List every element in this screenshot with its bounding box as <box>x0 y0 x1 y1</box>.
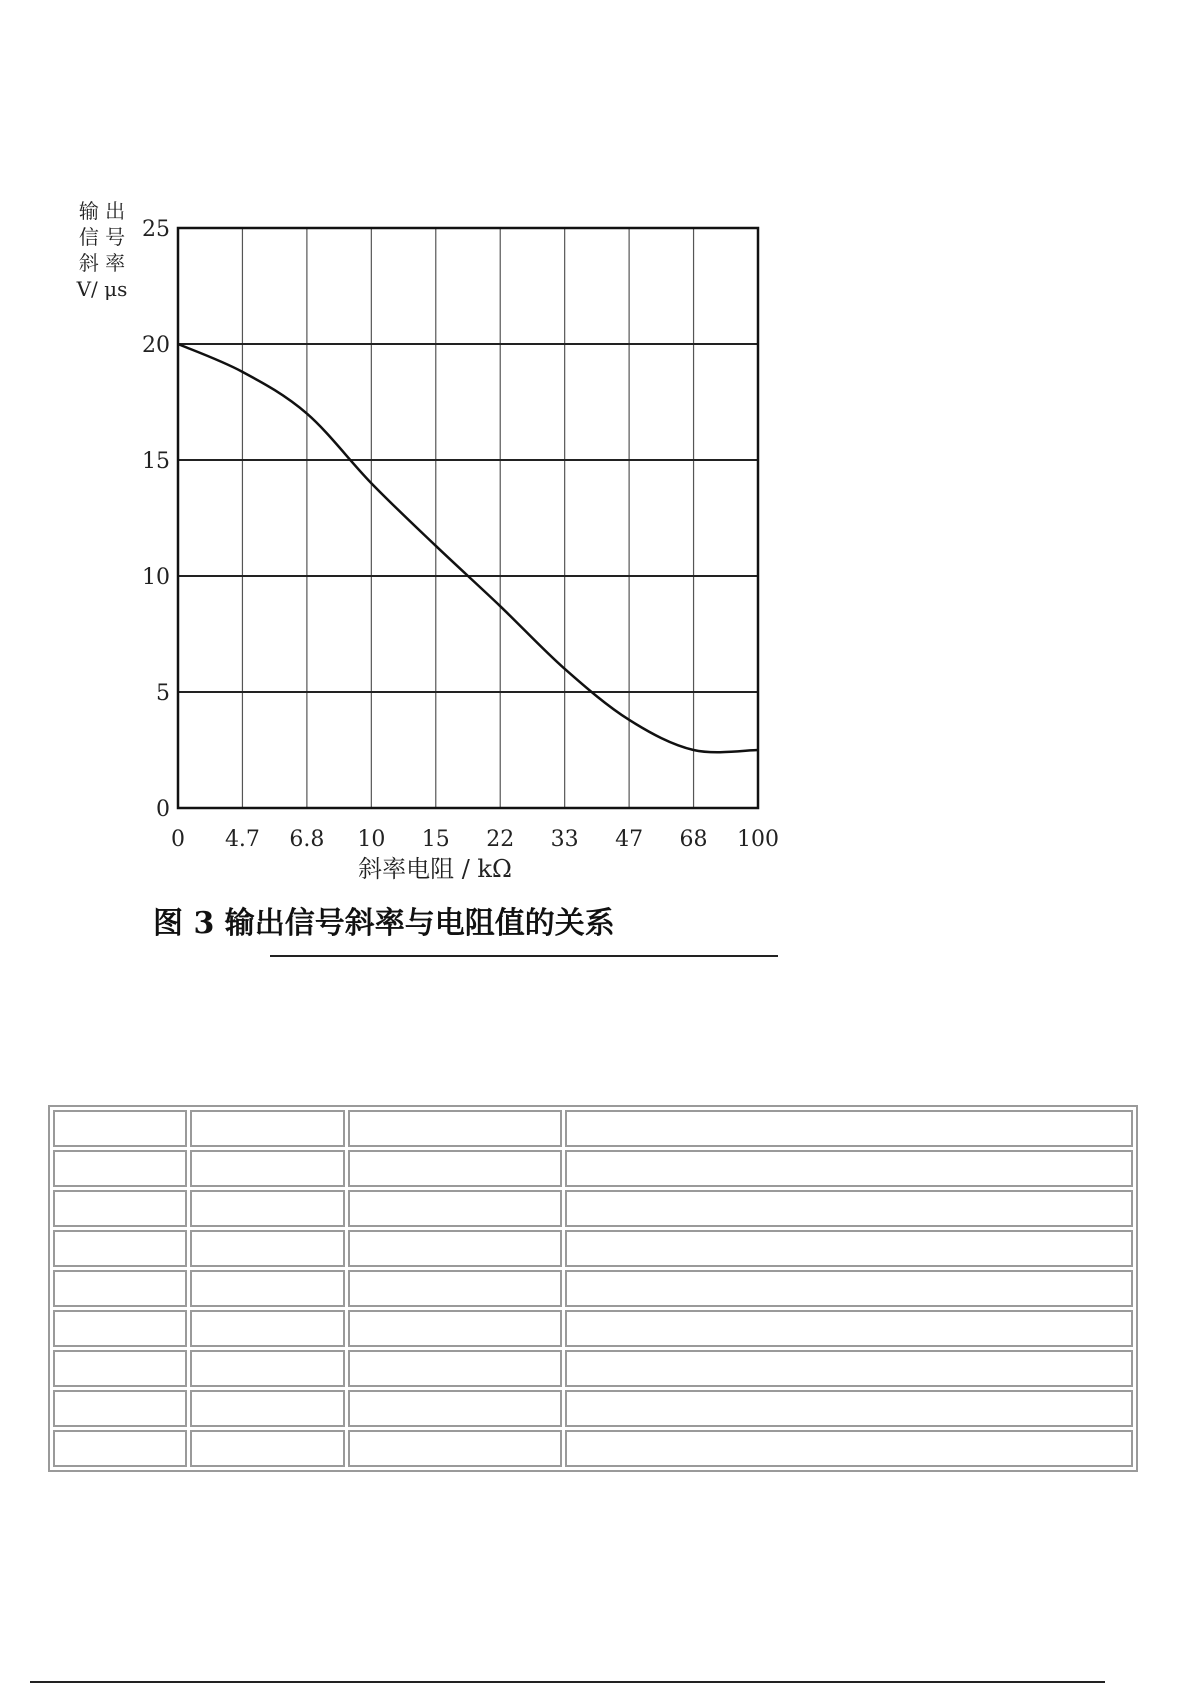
x-tick-label-33: 33 <box>550 827 579 852</box>
y-tick-label-0: 0 <box>156 797 170 822</box>
series-line-0 <box>178 344 758 752</box>
table-cell <box>348 1350 562 1387</box>
y-tick-label-15: 15 <box>142 449 170 474</box>
x-tick-label-10: 10 <box>357 827 386 852</box>
table-cell <box>348 1310 562 1347</box>
table-row <box>53 1430 1133 1467</box>
x-tick-label-4.7: 4.7 <box>224 827 260 852</box>
table-cell <box>53 1270 187 1307</box>
y-axis-label-line-0: 输 出 <box>78 199 126 223</box>
plot-border <box>178 228 758 808</box>
table-cell <box>565 1350 1133 1387</box>
table-cell <box>53 1190 187 1227</box>
table-cell <box>565 1270 1133 1307</box>
x-tick-label-47: 47 <box>615 827 644 852</box>
x-tick-labels <box>171 827 779 852</box>
table-cell <box>348 1230 562 1267</box>
table-cell <box>53 1150 187 1187</box>
x-tick-label-68: 68 <box>679 827 708 852</box>
table-cell <box>190 1190 345 1227</box>
table-cell <box>565 1110 1133 1147</box>
table-row <box>53 1350 1133 1387</box>
table-cell <box>348 1270 562 1307</box>
table-cell <box>565 1390 1133 1427</box>
table-cell <box>190 1150 345 1187</box>
table-cell <box>565 1190 1133 1227</box>
figure-caption: 图 3 输出信号斜率与电阻值的关系 <box>153 906 615 941</box>
plot-frame <box>178 228 758 808</box>
table-cell <box>53 1350 187 1387</box>
table-cell <box>190 1310 345 1347</box>
table-cell <box>348 1390 562 1427</box>
table-cell <box>190 1350 345 1387</box>
y-tick-label-10: 10 <box>142 565 170 590</box>
x-axis-label: 斜率电阻 / kΩ <box>358 855 512 883</box>
table-row <box>53 1230 1133 1267</box>
table-row <box>53 1190 1133 1227</box>
table-row <box>53 1310 1133 1347</box>
table-cell <box>565 1150 1133 1187</box>
table-cell <box>53 1310 187 1347</box>
empty-table <box>48 1105 1138 1472</box>
y-tick-labels <box>142 217 170 822</box>
table-row <box>53 1150 1133 1187</box>
table-cell <box>190 1270 345 1307</box>
y-axis-label-line-3: V/ μs <box>76 277 128 301</box>
table-cell <box>348 1430 562 1467</box>
table-cell <box>348 1110 562 1147</box>
y-tick-label-25: 25 <box>142 217 170 242</box>
table-cell <box>53 1430 187 1467</box>
x-tick-label-0: 0 <box>171 827 185 852</box>
grid <box>178 228 758 808</box>
x-tick-label-6.8: 6.8 <box>289 827 325 852</box>
x-tick-label-22: 22 <box>486 827 515 852</box>
table-cell <box>190 1110 345 1147</box>
table-cell <box>53 1230 187 1267</box>
table-row <box>53 1270 1133 1307</box>
y-tick-label-5: 5 <box>156 681 170 706</box>
y-axis-label-line-1: 信 号 <box>78 225 126 249</box>
table-cell <box>190 1430 345 1467</box>
table-cell <box>565 1230 1133 1267</box>
table-cell <box>190 1230 345 1267</box>
table-cell <box>53 1110 187 1147</box>
table-row <box>53 1110 1133 1147</box>
table-cell <box>565 1310 1133 1347</box>
table-row <box>53 1390 1133 1427</box>
x-tick-label-15: 15 <box>421 827 450 852</box>
x-tick-label-100: 100 <box>737 827 779 852</box>
y-axis-label <box>76 199 128 301</box>
series-layer <box>178 344 758 752</box>
y-axis-label-line-2: 斜 率 <box>78 251 126 275</box>
y-tick-label-20: 20 <box>142 333 170 358</box>
table-cell <box>53 1390 187 1427</box>
table-cell <box>565 1430 1133 1467</box>
table-cell <box>348 1150 562 1187</box>
page-bottom-rule <box>30 1681 1105 1683</box>
table-cell <box>348 1190 562 1227</box>
table-cell <box>190 1390 345 1427</box>
